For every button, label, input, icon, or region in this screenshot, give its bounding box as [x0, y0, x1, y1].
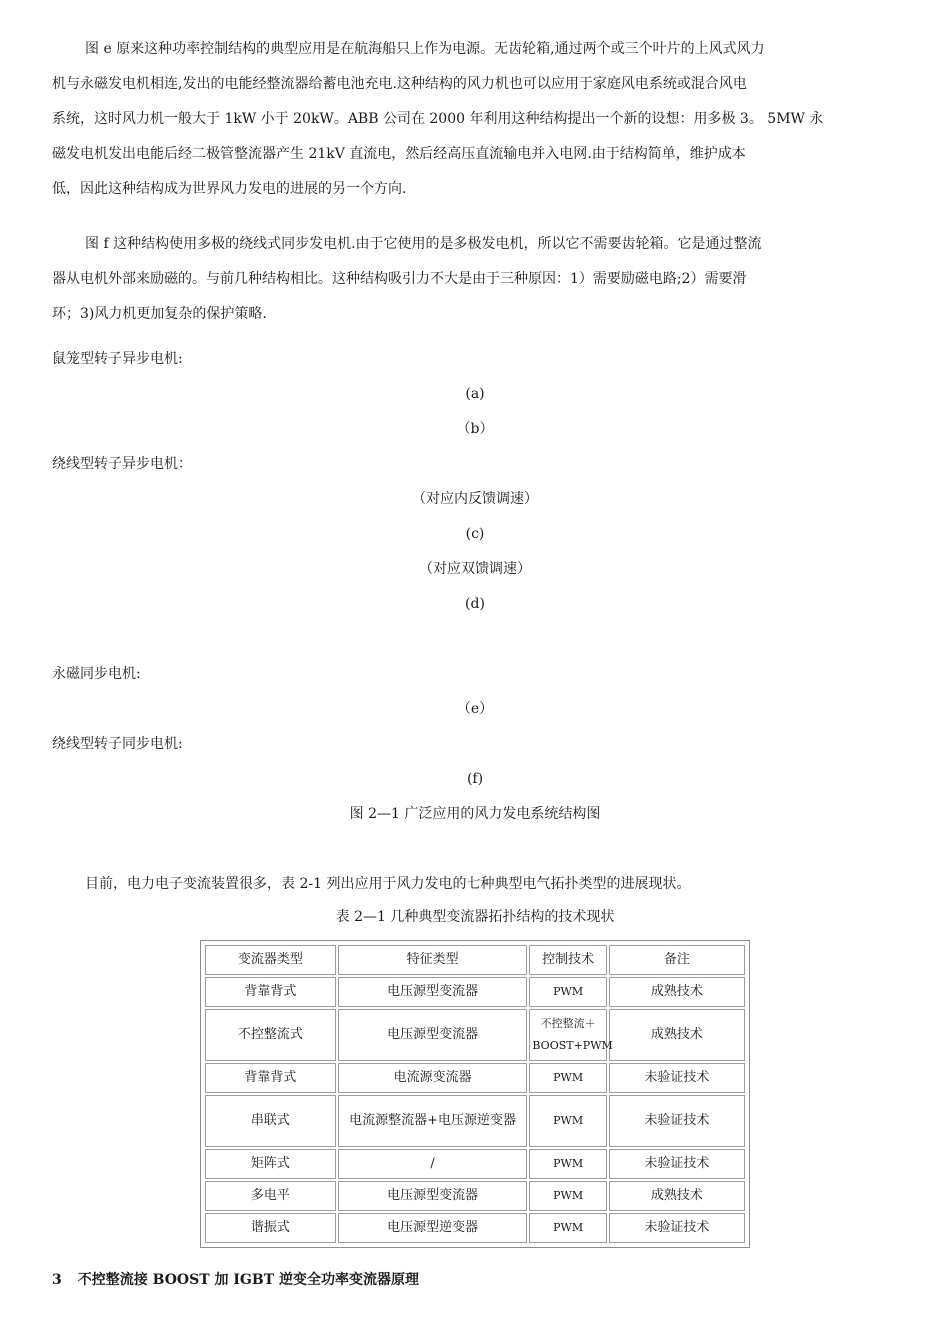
- table-header-cell: 特征类型: [338, 945, 528, 975]
- table-cell: PWM: [529, 1063, 606, 1093]
- table-row: [205, 1063, 745, 1093]
- text-line: 机与永磁发电机相连,发出的电能经整流器给蓄电池充电.这种结构的风力机也可以应用于家庭风电系统或混合风电: [52, 76, 747, 92]
- table-cell: PWM: [529, 1181, 606, 1211]
- figure-label-f: (f): [466, 771, 484, 787]
- section-title: 不控整流接 BOOST 加 IGBT 逆变全功率变流器原理: [77, 1272, 420, 1288]
- table-cell: PWM: [529, 1095, 606, 1147]
- table-cell: 背靠背式: [205, 977, 336, 1007]
- table-cell: PWM: [529, 977, 606, 1007]
- table-cell: PWM: [529, 1149, 606, 1179]
- table-cell: 不控整流＋BOOST+PWM: [529, 1009, 606, 1061]
- figure-label-c: (c): [465, 526, 485, 542]
- table-row: [205, 977, 745, 1007]
- table-cell: PWM: [529, 1213, 606, 1243]
- table-cell: 未验证技术: [609, 1149, 745, 1179]
- table-cell: 电压源型变流器: [338, 1181, 528, 1211]
- table-cell: 电流源整流器+电压源逆变器: [338, 1095, 528, 1147]
- section-number: 3: [52, 1272, 62, 1288]
- table-row: [205, 1009, 745, 1061]
- table-header-cell: 控制技术: [529, 945, 606, 975]
- text-line: 环；3)风力机更加复杂的保护策略.: [52, 306, 267, 322]
- intro-paragraph: 目前，电力电子变流装置很多，表 2-1 列出应用于风力发电的七种典型电气拓扑类型的进展现状。: [85, 876, 691, 892]
- text-line: 磁发电机发出电能后经二极管整流器产生 21kV 直流电，然后经高压直流输电并入电网.由于结构简单，维护成本: [52, 146, 746, 162]
- table-cell: 矩阵式: [205, 1149, 336, 1179]
- table-title: 表 2—1 几种典型变流器拓扑结构的技术现状: [335, 909, 615, 925]
- table-cell: 未验证技术: [609, 1095, 745, 1147]
- text-line: 图 e 原来这种功率控制结构的典型应用是在航海船只上作为电源。无齿轮箱,通过两个或三个叶片的上风式风力: [85, 41, 765, 57]
- section-heading: [52, 1268, 435, 1292]
- wound-rotor-sync-label: 绕线型转子同步电机:: [52, 736, 183, 752]
- figure-label-d: (d): [465, 596, 485, 612]
- wound-rotor-async-label: 绕线型转子异步电机：: [52, 456, 192, 472]
- figure-label-e: （e）: [456, 701, 494, 717]
- table-row: [205, 1181, 745, 1211]
- table-cell: 电压源型逆变器: [338, 1213, 528, 1243]
- table-header-row: [205, 945, 745, 975]
- table-header-cell: 变流器类型: [205, 945, 336, 975]
- squirrel-cage-label: 鼠笼型转子异步电机:: [52, 351, 183, 367]
- table-cell: 成熟技术: [609, 1009, 745, 1061]
- table-cell: 电压源型变流器: [338, 1009, 528, 1061]
- table-cell: /: [338, 1149, 528, 1179]
- text-line: 系统，这时风力机一般大于 1kW 小于 20kW。ABB 公司在 2000 年利用这种结构提出一个新的设想：用多极 3。 5MW 永: [52, 111, 824, 127]
- table-cell: 串联式: [205, 1095, 336, 1147]
- table-cell: 电压源型变流器: [338, 977, 528, 1007]
- figure-label-b: （b）: [456, 421, 494, 437]
- table-cell: 电流源变流器: [338, 1063, 528, 1093]
- topology-table: [200, 940, 750, 1248]
- figure-caption: 图 2—1 广泛应用的风力发电系统结构图: [349, 806, 601, 822]
- table-cell: 成熟技术: [609, 1181, 745, 1211]
- table-cell: 成熟技术: [609, 977, 745, 1007]
- table-row: [205, 1095, 745, 1147]
- figure-label-a: (a): [465, 386, 485, 402]
- table-cell: 不控整流式: [205, 1009, 336, 1061]
- table-cell: 未验证技术: [609, 1213, 745, 1243]
- table-header-cell: 备注: [609, 945, 745, 975]
- text-line: 图 f 这种结构使用多极的绕线式同步发电机.由于它使用的是多极发电机，所以它不需要齿轮箱。它是通过整流: [85, 236, 762, 252]
- paragraph-f-description: [52, 227, 898, 332]
- paragraph-e-description: [52, 32, 898, 207]
- table-cell: 多电平: [205, 1181, 336, 1211]
- pm-sync-label: 永磁同步电机:: [52, 666, 141, 682]
- text-line: 低，因此这种结构成为世界风力发电的进展的另一个方向.: [52, 181, 407, 197]
- table-cell: 未验证技术: [609, 1063, 745, 1093]
- text-line: 器从电机外部来励磁的。与前几种结构相比。这种结构吸引力不大是由于三种原因：1）需要励磁电路;2）需要滑: [52, 271, 747, 287]
- table-row: [205, 1213, 745, 1243]
- table-cell: 背靠背式: [205, 1063, 336, 1093]
- table-row: [205, 1149, 745, 1179]
- figure-note-d: （对应双馈调速）: [419, 561, 531, 577]
- figure-note-c: （对应内反馈调速）: [412, 491, 538, 507]
- table-cell: 谐振式: [205, 1213, 336, 1243]
